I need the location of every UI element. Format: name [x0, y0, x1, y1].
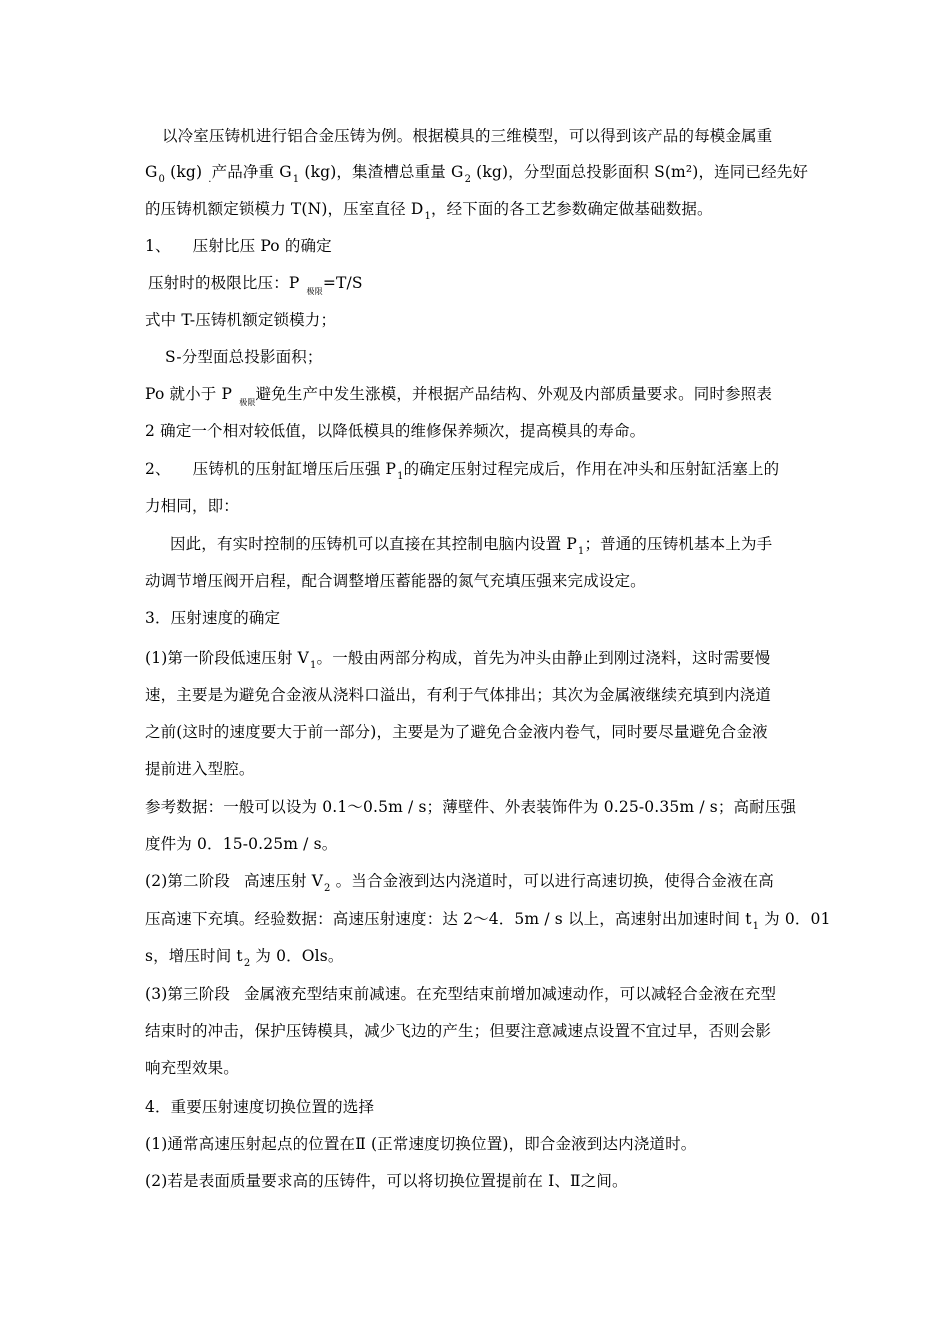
text: (1)通常高速压射起点的位置在Ⅱ (正常速度切换位置)，即合金液到达内浇道时。 [145, 1135, 697, 1153]
paragraph-reference-line-2 [145, 834, 337, 854]
text: 参考数据：一般可以设为 0.1～0.5m / s；薄壁件、外表装饰件为 0.25-0.35m / s；高耐压强 [145, 798, 797, 816]
subscript: 1 [424, 211, 431, 222]
paragraph-stage1-line-2 [145, 685, 771, 705]
text: 速，主要是为避免合金液从浇料口溢出，有利于气体排出；其次为金属液继续充填到内浇道 [145, 686, 772, 704]
subscript: 1 [577, 546, 585, 557]
paragraph-stage2-line-1 [145, 871, 774, 894]
section-number: 2、 [145, 460, 171, 478]
subscript: 1 [397, 471, 404, 482]
text: (kg)，分型面总投影面积 S(m²)，连同已经先好 [471, 163, 809, 181]
paragraph-intro-line-1 [162, 126, 772, 146]
text: 的确定压射过程完成后，作用在冲头和压射缸活塞上的 [403, 460, 780, 478]
subscript: 极限 [306, 287, 323, 296]
text: 以冷室压铸机进行铝合金压铸为例。根据模具的三维模型，可以得到该产品的每模金属重 [162, 127, 773, 145]
text: 式中 T-压铸机额定锁模力； [145, 311, 337, 329]
subscript: 1 [752, 921, 760, 932]
subscript: 0 [158, 174, 166, 185]
text: 的压铸机额定锁模力 T(N)，压室直径 D [145, 200, 424, 218]
text: Po 就小于 P [145, 385, 238, 403]
subscript: 2 [324, 883, 331, 894]
subscript: . [208, 174, 212, 185]
text: ，经下面的各工艺参数确定做基础数据。 [430, 200, 713, 218]
formula-note-s [165, 347, 323, 367]
text: (1)第一阶段低速压射 V [145, 649, 310, 667]
subscript: 2 [464, 174, 472, 185]
section-title: 压射比压 Po 的确定 [192, 237, 332, 255]
paragraph-stage3-line-1 [145, 984, 776, 1004]
section-heading-2 [145, 459, 779, 482]
paragraph-intro-line-2 [145, 162, 808, 185]
section-title: 4．重要压射速度切换位置的选择 [145, 1098, 375, 1116]
text: 度件为 0．15-0.25m / s。 [145, 835, 338, 853]
text: 结束时的冲击，保护压铸模具，减少飞边的产生；但要注意减速点设置不宜过早，否则会影 [145, 1022, 772, 1040]
text: S-分型面总投影面积； [165, 348, 323, 366]
list-item-switch-1 [145, 1134, 696, 1154]
text: 为 0．Ols。 [250, 947, 344, 965]
text: 压高速下充填。经验数据：高速压射速度：达 2～4．5m / s 以上，高速射出加速时间 t [145, 910, 752, 928]
section-heading-4 [145, 1097, 374, 1117]
subscript: 1 [292, 174, 300, 185]
text: 2 确定一个相对较低值，以降低模具的维修保养频次，提高模具的寿命。 [145, 422, 646, 440]
formula-limit-pressure [148, 273, 363, 296]
subscript: 极限 [239, 398, 256, 407]
text: 。当合金液到达内浇道时，可以进行高速切换，使得合金液在高 [330, 872, 774, 890]
paragraph-stage2-line-2 [145, 909, 831, 932]
text: 为 0．01 [759, 910, 831, 928]
paragraph-intro-line-3 [145, 199, 713, 222]
text: (3)第三阶段 [145, 985, 231, 1003]
text: 压射时的极限比压：P [148, 274, 305, 292]
section-heading-3 [145, 608, 280, 628]
paragraph-stage3-line-2 [145, 1021, 771, 1041]
paragraph-po-line-2 [145, 421, 645, 441]
section-heading-1 [145, 236, 332, 256]
paragraph-stage1-line-4 [145, 759, 255, 779]
text: 因此，有实时控制的压铸机可以直接在其控制电脑内设置 P [170, 535, 577, 553]
text: 。一般由两部分构成，首先为冲头由静止到刚过浇料，这时需要慢 [316, 649, 771, 667]
text: 金属液充型结束前减速。在充型结束前增加减速动作，可以减轻合金液在充型 [244, 985, 777, 1003]
paragraph-p1-setting-line-2 [145, 571, 646, 591]
text: 响充型效果。 [145, 1059, 239, 1077]
paragraph-stage1-line-1 [145, 648, 770, 671]
paragraph-p1-line-2 [145, 496, 239, 516]
list-item-switch-2 [145, 1171, 628, 1191]
text: (kg) [165, 163, 208, 181]
text: 提前进入型腔。 [145, 760, 255, 778]
text: 避免生产中发生涨模，并根据产品结构、外观及内部质量要求。同时参照表 [255, 385, 772, 403]
text: 高速压射 V [244, 872, 324, 890]
text: (2)若是表面质量要求高的压铸件，可以将切换位置提前在 I、Ⅱ之间。 [145, 1172, 628, 1190]
paragraph-stage3-line-3 [145, 1058, 239, 1078]
formula-note-t [145, 310, 336, 330]
section-number: 1、 [145, 237, 171, 255]
text: 力相同，即： [145, 497, 239, 515]
text: 压铸机的压射缸增压后压强 P [192, 460, 397, 478]
subscript: 1 [310, 660, 317, 671]
text: s，增压时间 t [145, 947, 243, 965]
paragraph-p1-setting-line-1 [170, 534, 772, 557]
text: (2)第二阶段 [145, 872, 231, 890]
text: G [145, 163, 158, 181]
paragraph-reference-line-1 [145, 797, 796, 817]
paragraph-po-line-1 [145, 384, 772, 407]
text: (kg)，集渣槽总重量 G [299, 163, 464, 181]
text: 产品净重 G [211, 163, 292, 181]
subscript: 2 [243, 958, 251, 969]
text: =T/S [322, 274, 363, 292]
paragraph-stage1-line-3 [145, 722, 768, 742]
section-title: 3．压射速度的确定 [145, 609, 281, 627]
paragraph-stage2-line-3 [145, 946, 344, 969]
text: 之前(这时的速度要大于前一部分)，主要是为了避免合金液内卷气，同时要尽量避免合金液 [145, 723, 768, 741]
text: 动调节增压阀开启程，配合调整增压蓄能器的氮气充填压强来完成设定。 [145, 572, 646, 590]
text: ；普通的压铸机基本上为手 [584, 535, 773, 553]
